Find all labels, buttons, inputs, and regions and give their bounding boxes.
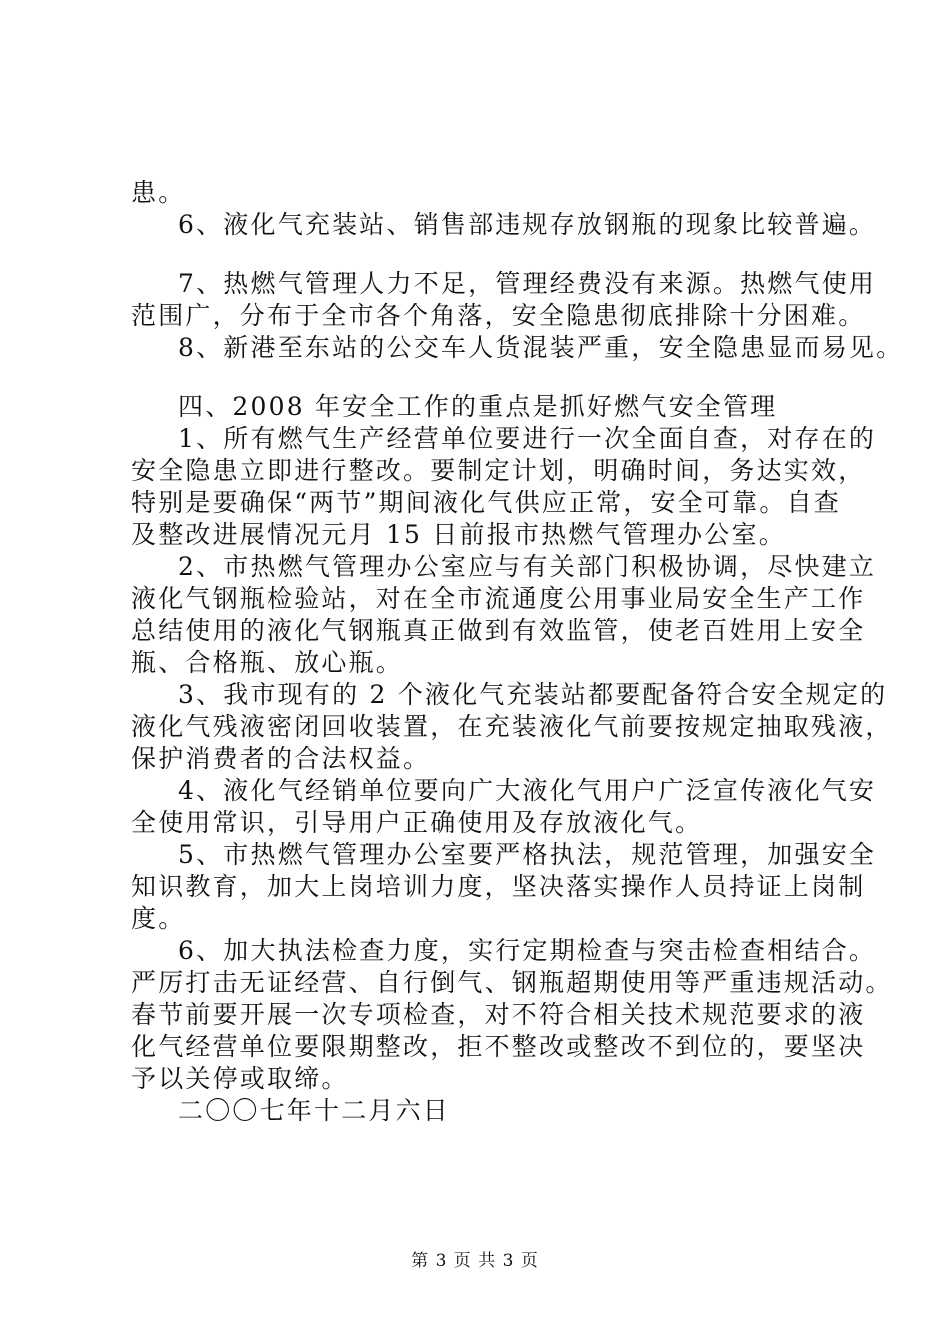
text-line: 及整改进展情况元月 15 日前报市热燃气管理办公室。 — [131, 520, 786, 549]
text-line: 瓶、合格瓶、放心瓶。 — [131, 648, 404, 677]
text-line: 1、所有燃气生产经营单位要进行一次全面自查，对存在的 — [178, 424, 877, 453]
text-line: 8、新港至东站的公交车人货混装严重，安全隐患显而易见。 — [178, 333, 904, 362]
text-line: 春节前要开展一次专项检查，对不符合相关技术规范要求的液 — [131, 1000, 866, 1029]
text-line: 予以关停或取缔。 — [131, 1064, 349, 1093]
text-line: 严厉打击无证经营、自行倒气、钢瓶超期使用等严重违规活动。 — [131, 968, 893, 997]
page-footer: 第 3 页 共 3 页 — [411, 1251, 539, 1271]
date-line: 二〇〇七年十二月六日 — [178, 1096, 451, 1125]
text-line: 安全隐患立即进行整改。要制定计划，明确时间，务达实效， — [131, 456, 866, 485]
text-line: 5、市热燃气管理办公室要严格执法，规范管理，加强安全 — [178, 840, 877, 869]
text-line: 总结使用的液化气钢瓶真正做到有效监管，使老百姓用上安全 — [131, 616, 866, 645]
text-line: 知识教育，加大上岗培训力度，坚决落实操作人员持证上岗制 — [131, 872, 866, 901]
text-line: 6、加大执法检查力度，实行定期检查与突击检查相结合。 — [178, 936, 877, 965]
text-line: 范围广，分布于全市各个角落，安全隐患彻底排除十分困难。 — [131, 301, 866, 330]
text-line: 全使用常识，引导用户正确使用及存放液化气。 — [131, 808, 703, 837]
text-line: 液化气钢瓶检验站，对在全市流通度公用事业局安全生产工作 — [131, 584, 866, 613]
section-heading: 四、2008 年安全工作的重点是抓好燃气安全管理 — [178, 392, 778, 421]
text-line: 液化气残液密闭回收装置，在充装液化气前要按规定抽取残液， — [131, 712, 893, 741]
text-line: 度。 — [131, 904, 186, 933]
text-line: 7、热燃气管理人力不足，管理经费没有来源。热燃气使用 — [178, 269, 877, 298]
text-line: 化气经营单位要限期整改，拒不整改或整改不到位的，要坚决 — [131, 1032, 866, 1061]
text-line: 3、我市现有的 2 个液化气充装站都要配备符合安全规定的 — [178, 680, 888, 709]
text-line: 特别是要确保“两节”期间液化气供应正常，安全可靠。自查 — [131, 488, 841, 517]
text-line: 4、液化气经销单位要向广大液化气用户广泛宣传液化气安 — [178, 776, 877, 805]
text-line: 保护消费者的合法权益。 — [131, 744, 431, 773]
text-line: 2、市热燃气管理办公室应与有关部门积极协调，尽快建立 — [178, 552, 877, 581]
text-line: 6、液化气充装站、销售部违规存放钢瓶的现象比较普遍。 — [178, 210, 877, 239]
text-line: 患。 — [131, 178, 186, 207]
